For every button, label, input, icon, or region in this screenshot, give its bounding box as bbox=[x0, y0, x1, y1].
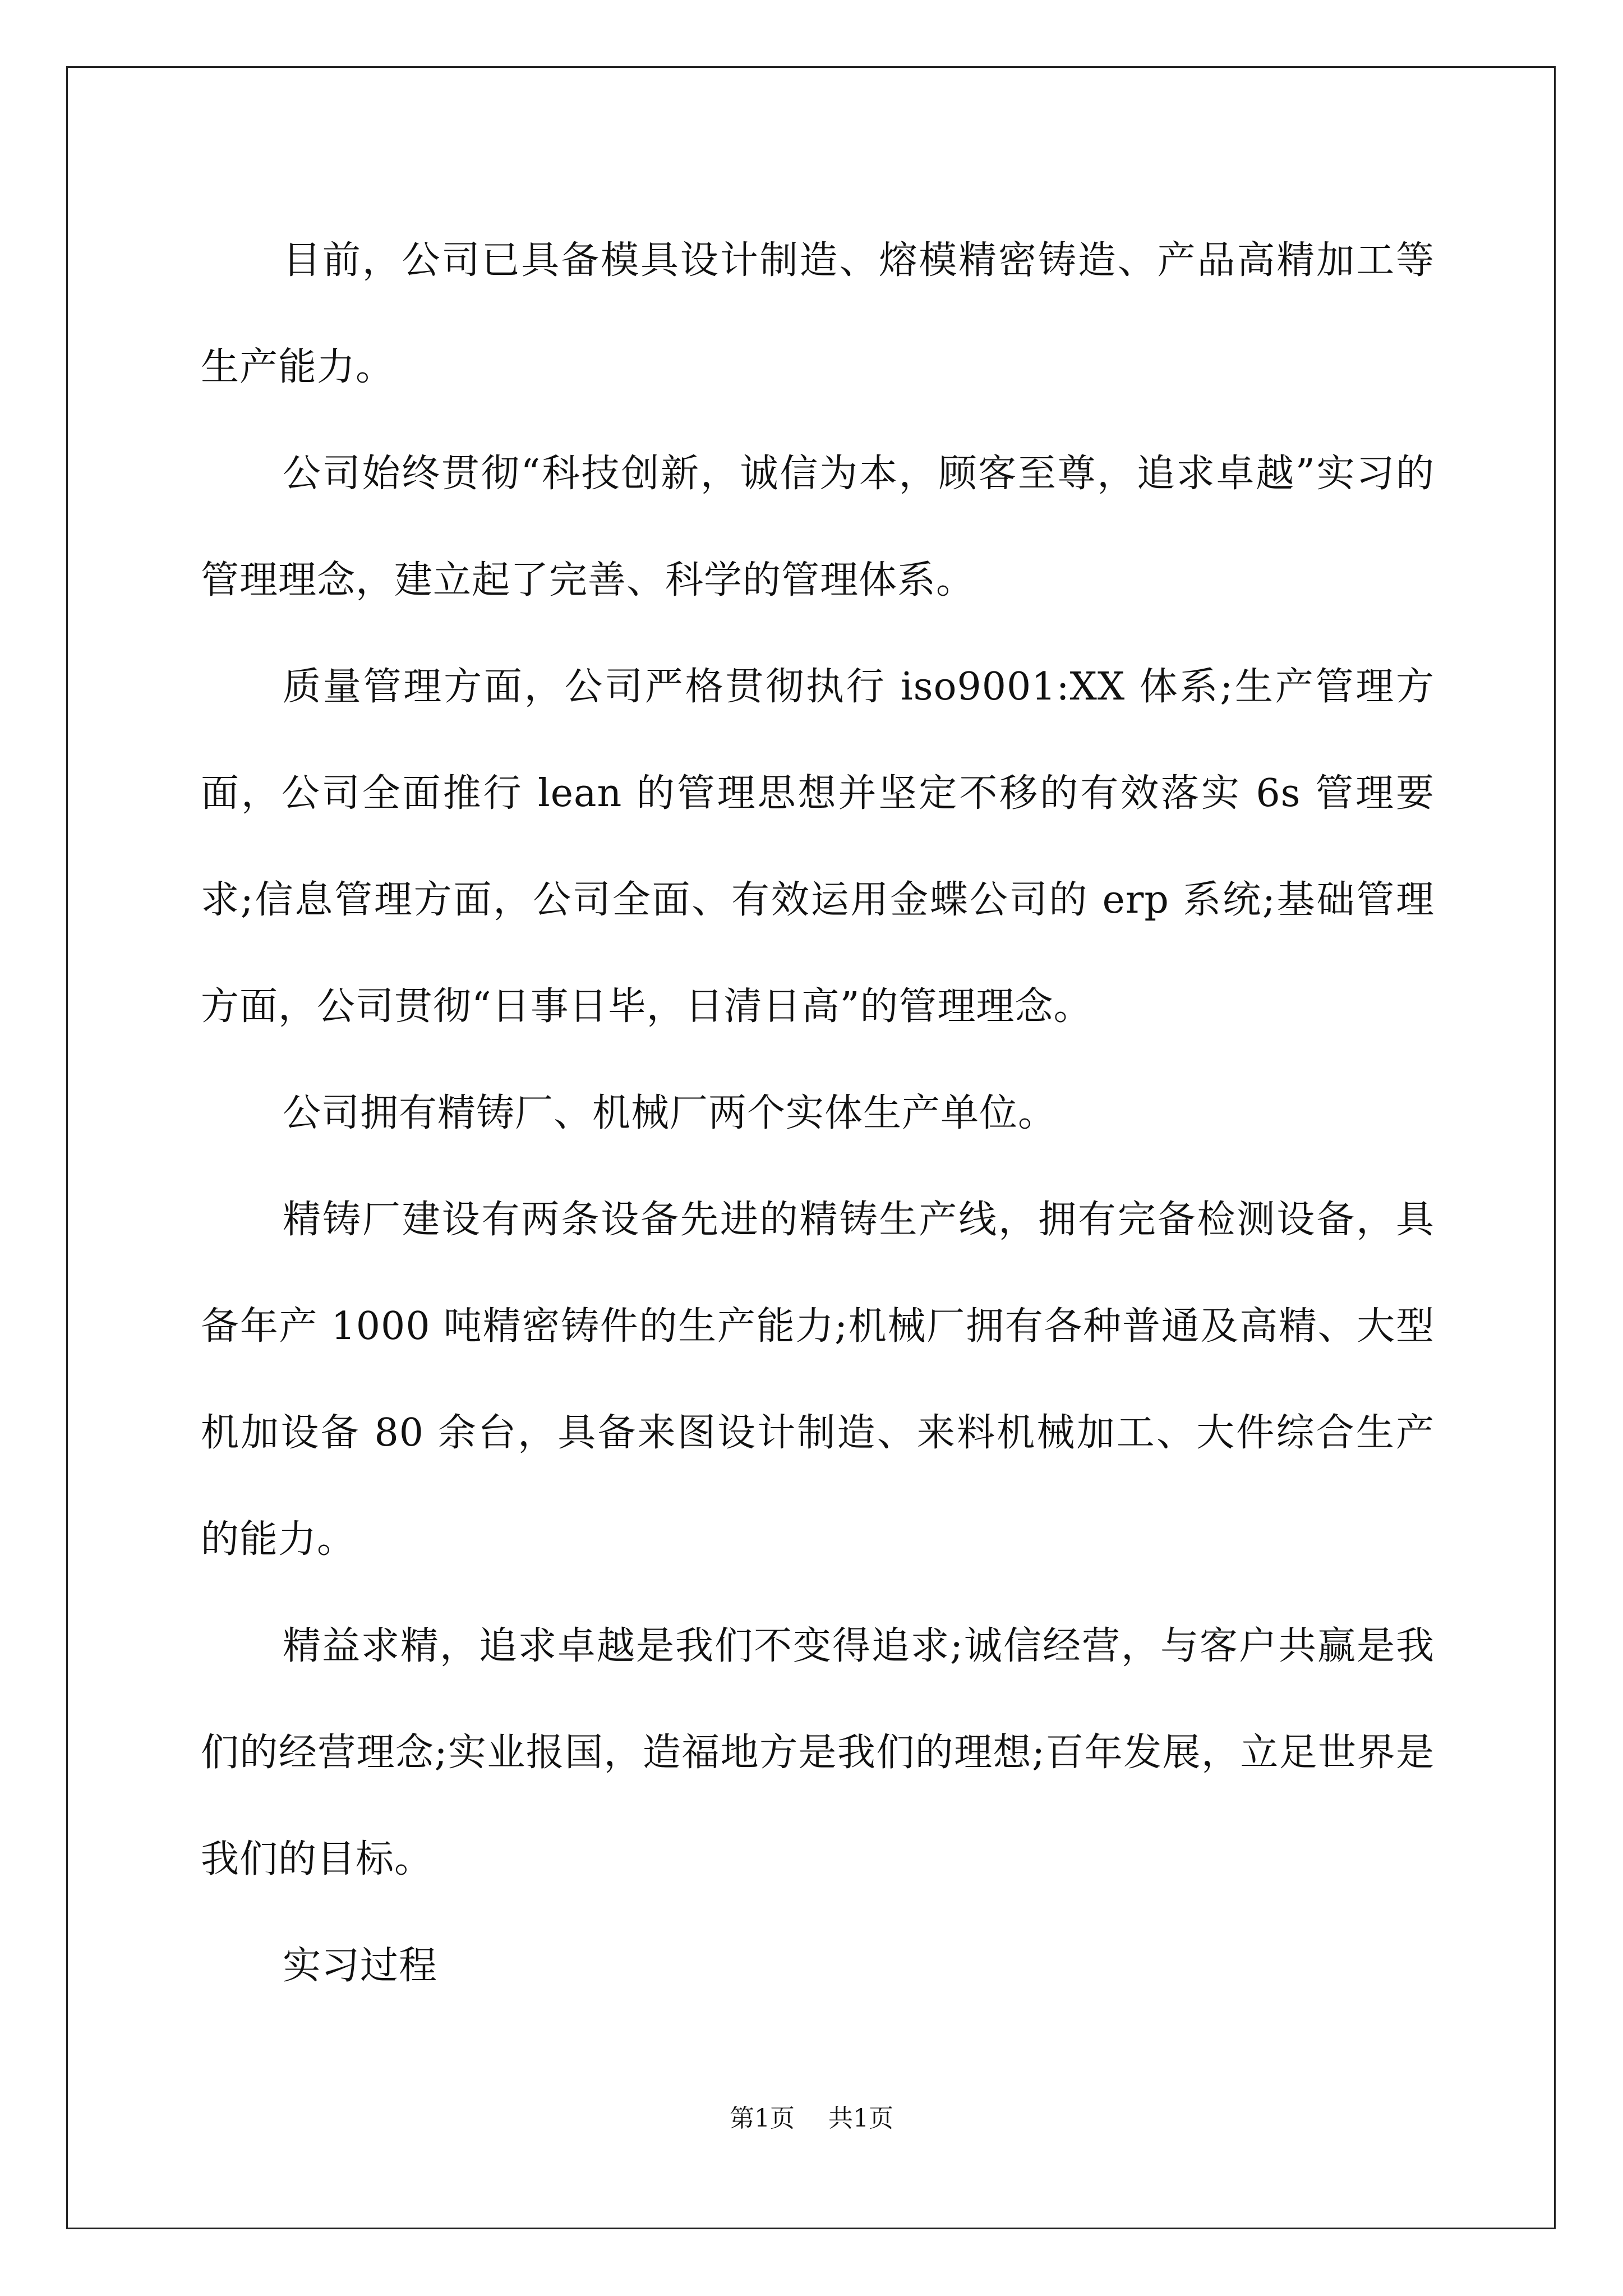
paragraph: 质量管理方面，公司严格贯彻执行 iso9001:XX 体系;生产管理方面，公司全面推行 lean 的管理思想并坚定不移的有效落实 6s 管理要求;信息管理方面，公司全面、有效运用金蝶公司的 erp 系统;基础管理方面，公司贯彻“日事日毕，日清日高”的管理理念。 bbox=[201, 665, 1435, 1029]
paragraph: 目前，公司已具备模具设计制造、熔模精密铸造、产品高精加工等生产能力。 bbox=[201, 238, 1435, 389]
paragraph: 精铸厂建设有两条设备先进的精铸生产线，拥有完备检测设备，具备年产 1000 吨精密铸件的生产能力;机械厂拥有各种普通及高精、大型机加设备 80 余台，具备来图设计制造、来料机械加工、大件综合生产的能力。 bbox=[201, 1198, 1435, 1562]
page-footer bbox=[0, 2098, 1623, 2134]
paragraph: 公司拥有精铸厂、机械厂两个实体生产单位。 bbox=[283, 1091, 1057, 1135]
document-body bbox=[201, 208, 1435, 2019]
paragraph: 精益求精，追求卓越是我们不变得追求;诚信经营，与客户共赢是我们的经营理念;实业报国，造福地方是我们的理想;百年发展，立足世界是我们的目标。 bbox=[201, 1624, 1435, 1881]
section-heading: 实习过程 bbox=[283, 1944, 438, 1988]
paragraph: 公司始终贯彻“科技创新，诚信为本，顾客至尊，追求卓越”实习的管理理念，建立起了完善、科学的管理体系。 bbox=[201, 452, 1435, 602]
page-total: 共1页 bbox=[828, 2104, 893, 2133]
page-number: 第1页 bbox=[730, 2104, 795, 2133]
